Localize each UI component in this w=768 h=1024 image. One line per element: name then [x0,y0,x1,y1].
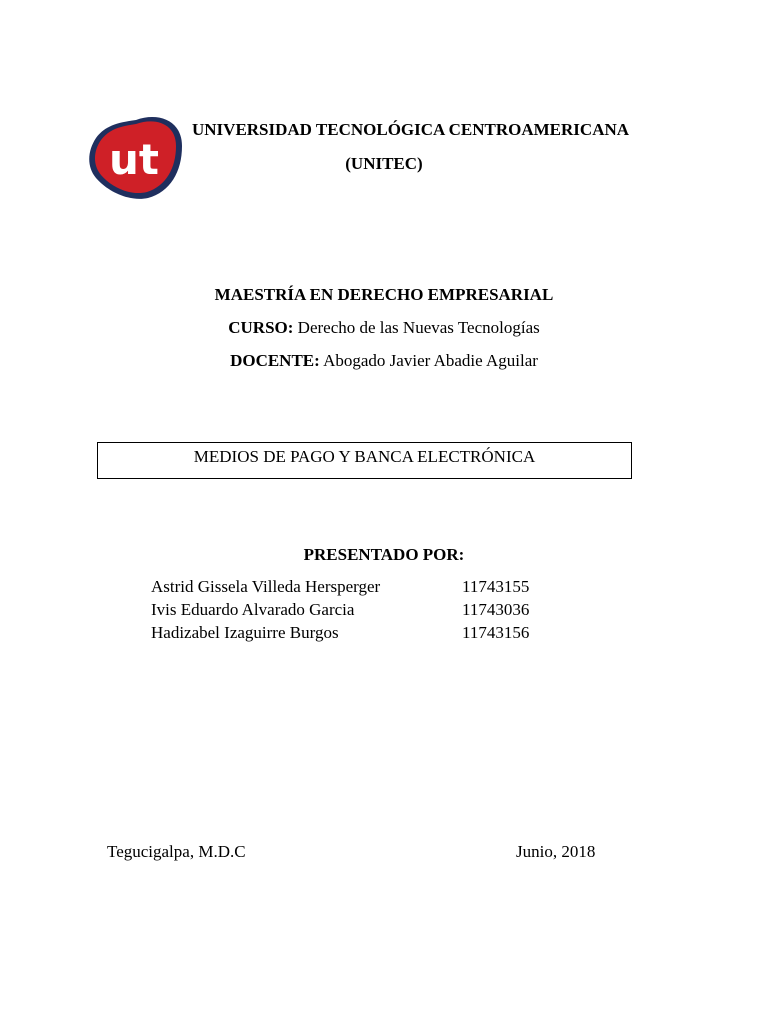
course-value: Derecho de las Nuevas Tecnologías [293,318,540,337]
student-name: Hadizabel Izaguirre Burgos [151,623,339,642]
assignment-title: MEDIOS DE PAGO Y BANCA ELECTRÓNICA [193,447,536,466]
university-abbreviation: (UNITEC) [345,154,423,173]
teacher-line [0,351,768,371]
student-id: 11743155 [462,577,530,596]
student-name: Ivis Eduardo Alvarado Garcia [151,600,355,619]
university-name: UNIVERSIDAD TECNOLÓGICA CENTROAMERICANA [192,120,630,139]
teacher-value: Abogado Javier Abadie Aguilar [319,351,538,370]
student-id: 11743156 [462,623,530,642]
program-title: MAESTRÍA EN DERECHO EMPRESARIAL [214,285,554,304]
course-label: CURSO: [228,318,294,337]
student-id: 11743036 [462,600,530,619]
course-line [0,318,768,338]
date: Junio, 2018 [516,842,596,861]
teacher-label: DOCENTE: [230,351,320,370]
student-name: Astrid Gissela Villeda Hersperger [151,577,381,596]
logo-text: ut [109,135,159,184]
place: Tegucigalpa, M.D.C [107,842,246,861]
presenters-heading: PRESENTADO POR: [303,545,465,564]
assignment-title-box [97,442,632,479]
